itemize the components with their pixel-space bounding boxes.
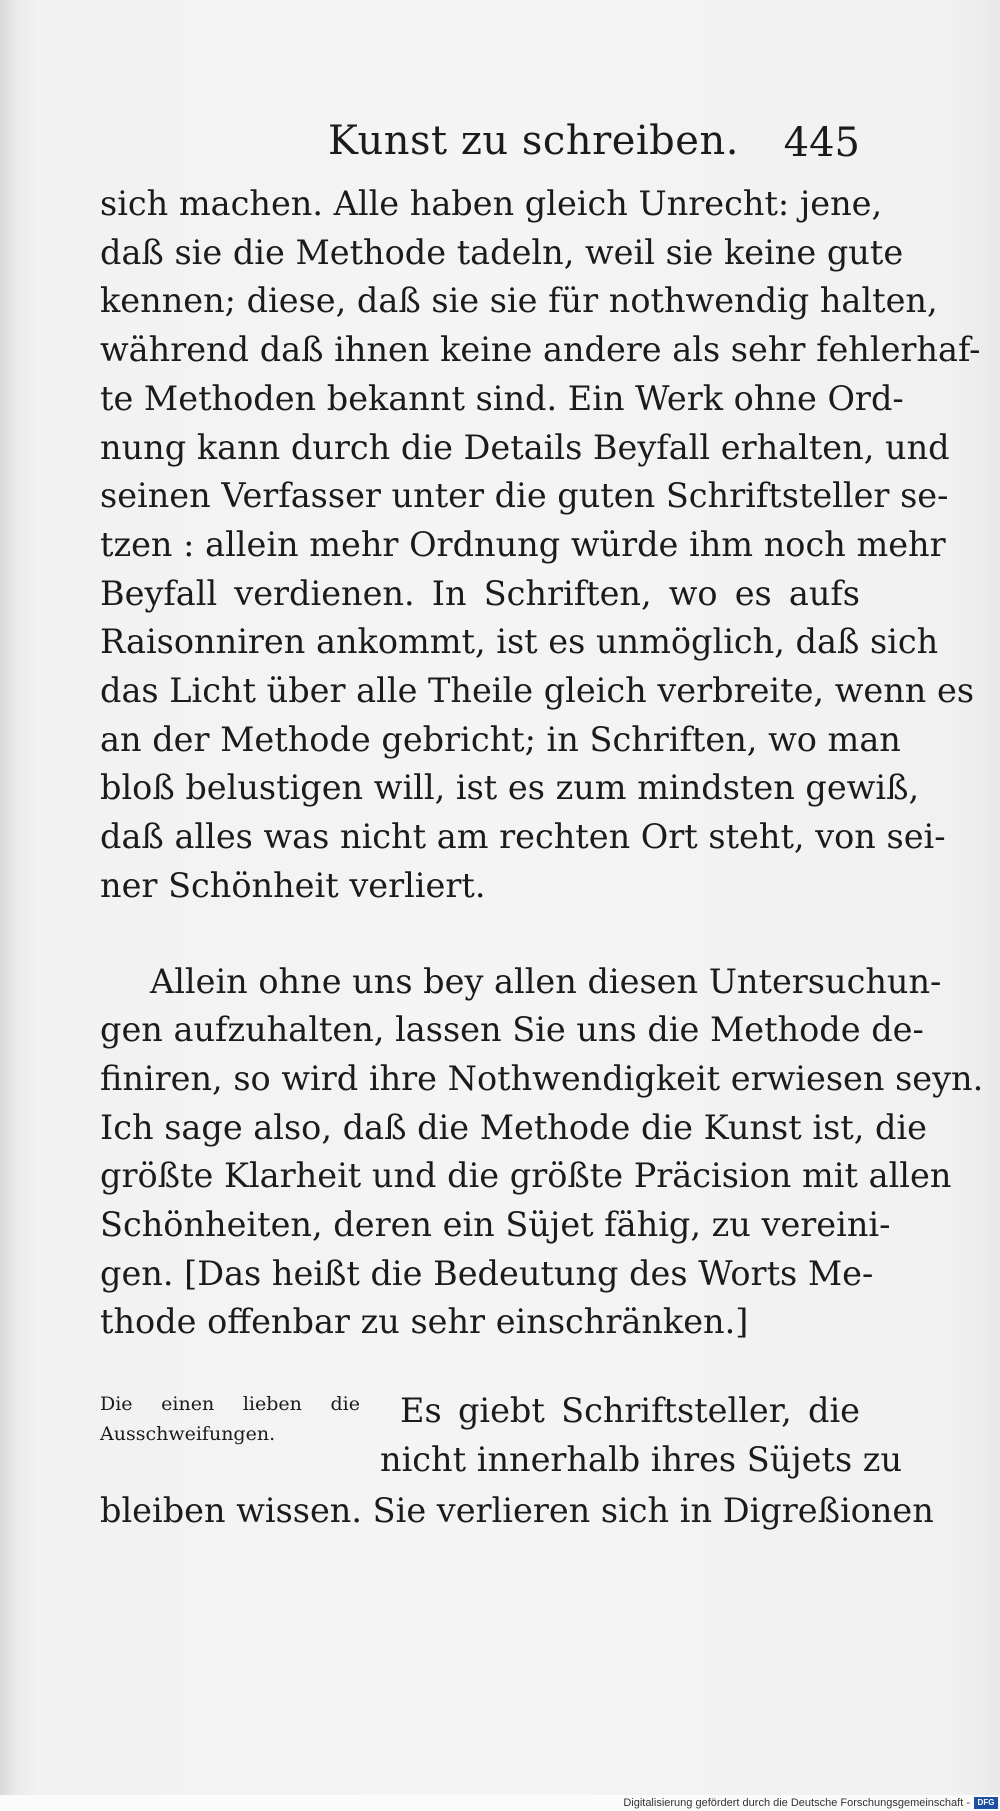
paragraph-3	[100, 1487, 934, 1536]
text-line: gen. [Das heißt die Bedeutung des Worts Me-	[100, 1253, 874, 1293]
page-number: 445	[783, 120, 860, 166]
page-edge-shadow	[0, 0, 18, 1795]
text-line: das Licht über alle Theile gleich verbreite, wenn es	[100, 671, 975, 711]
marginal-note	[100, 1389, 360, 1449]
digitization-credit: Digitalisierung gefördert durch die Deutsche Forschungsgemeinschaft -	[623, 1797, 970, 1809]
paragraph-3-start	[100, 1387, 903, 1487]
text-line: daß alles was nicht am rechten Ort steht, von sei-	[100, 817, 946, 857]
text-line: seinen Verfasser unter die guten Schriftsteller se-	[100, 476, 949, 516]
paragraph-3-side-text	[380, 1387, 903, 1484]
running-title: Kunst zu schreiben.	[328, 118, 739, 164]
text-line: bleiben wissen. Sie verlieren sich in Digreßionen	[100, 1491, 934, 1531]
text-line: tzen : allein mehr Ordnung würde ihm noch mehr	[100, 524, 946, 564]
text-line: an der Methode gebricht; in Schriften, wo man	[100, 719, 901, 759]
text-line: nicht innerhalb ihres Süjets zu	[380, 1439, 903, 1479]
text-line: größte Klarheit und die größte Präcision mit allen	[100, 1156, 952, 1196]
text-line: Allein ohne uns bey allen diesen Untersuchun-	[150, 961, 942, 1001]
paragraph-1	[100, 180, 981, 911]
paragraph-gap	[100, 911, 860, 958]
text-line: Beyfall verdienen. In Schriften, wo es aufs	[100, 573, 860, 613]
text-line: Es giebt Schriftsteller, die	[400, 1391, 860, 1431]
text-line: Schönheiten, deren ein Süjet fähig, zu vereini-	[100, 1205, 891, 1245]
text-line: bloß belustigen will, ist es zum mindsten gewiß,	[100, 768, 920, 808]
body-text	[100, 180, 984, 1536]
text-line: ner Schönheit verliert.	[100, 865, 486, 905]
text-line: finiren, so wird ihre Nothwendigkeit erwiesen seyn.	[100, 1058, 984, 1098]
marginal-note-line: Die einen lieben die	[100, 1393, 360, 1416]
text-line: daß sie die Methode tadeln, weil sie keine gute	[100, 232, 904, 272]
text-line: Raisonniren ankommt, ist es unmöglich, daß sich	[100, 622, 939, 662]
page-header	[100, 118, 860, 178]
text-line: gen aufzuhalten, lassen Sie uns die Methode de-	[100, 1010, 924, 1050]
text-line: nung kann durch die Details Beyfall erhalten, und	[100, 427, 950, 467]
text-line: sich machen. Alle haben gleich Unrecht: jene,	[100, 184, 883, 223]
dfg-logo-icon: DFG	[974, 1797, 998, 1809]
text-line: te Methoden bekannt sind. Ein Werk ohne Ord-	[100, 378, 904, 418]
paragraph-2	[100, 958, 984, 1348]
text-line: thode offenbar zu sehr einschränken.]	[100, 1302, 749, 1342]
digitization-footer	[0, 1795, 1000, 1811]
text-line: während daß ihnen keine andere als sehr fehlerhaf-	[100, 330, 981, 370]
marginal-note-line: Ausschweifungen.	[100, 1423, 276, 1446]
text-line: Ich sage also, daß die Methode die Kunst ist, die	[100, 1107, 927, 1147]
text-line: kennen; diese, daß sie sie für nothwendig halten,	[100, 281, 938, 321]
